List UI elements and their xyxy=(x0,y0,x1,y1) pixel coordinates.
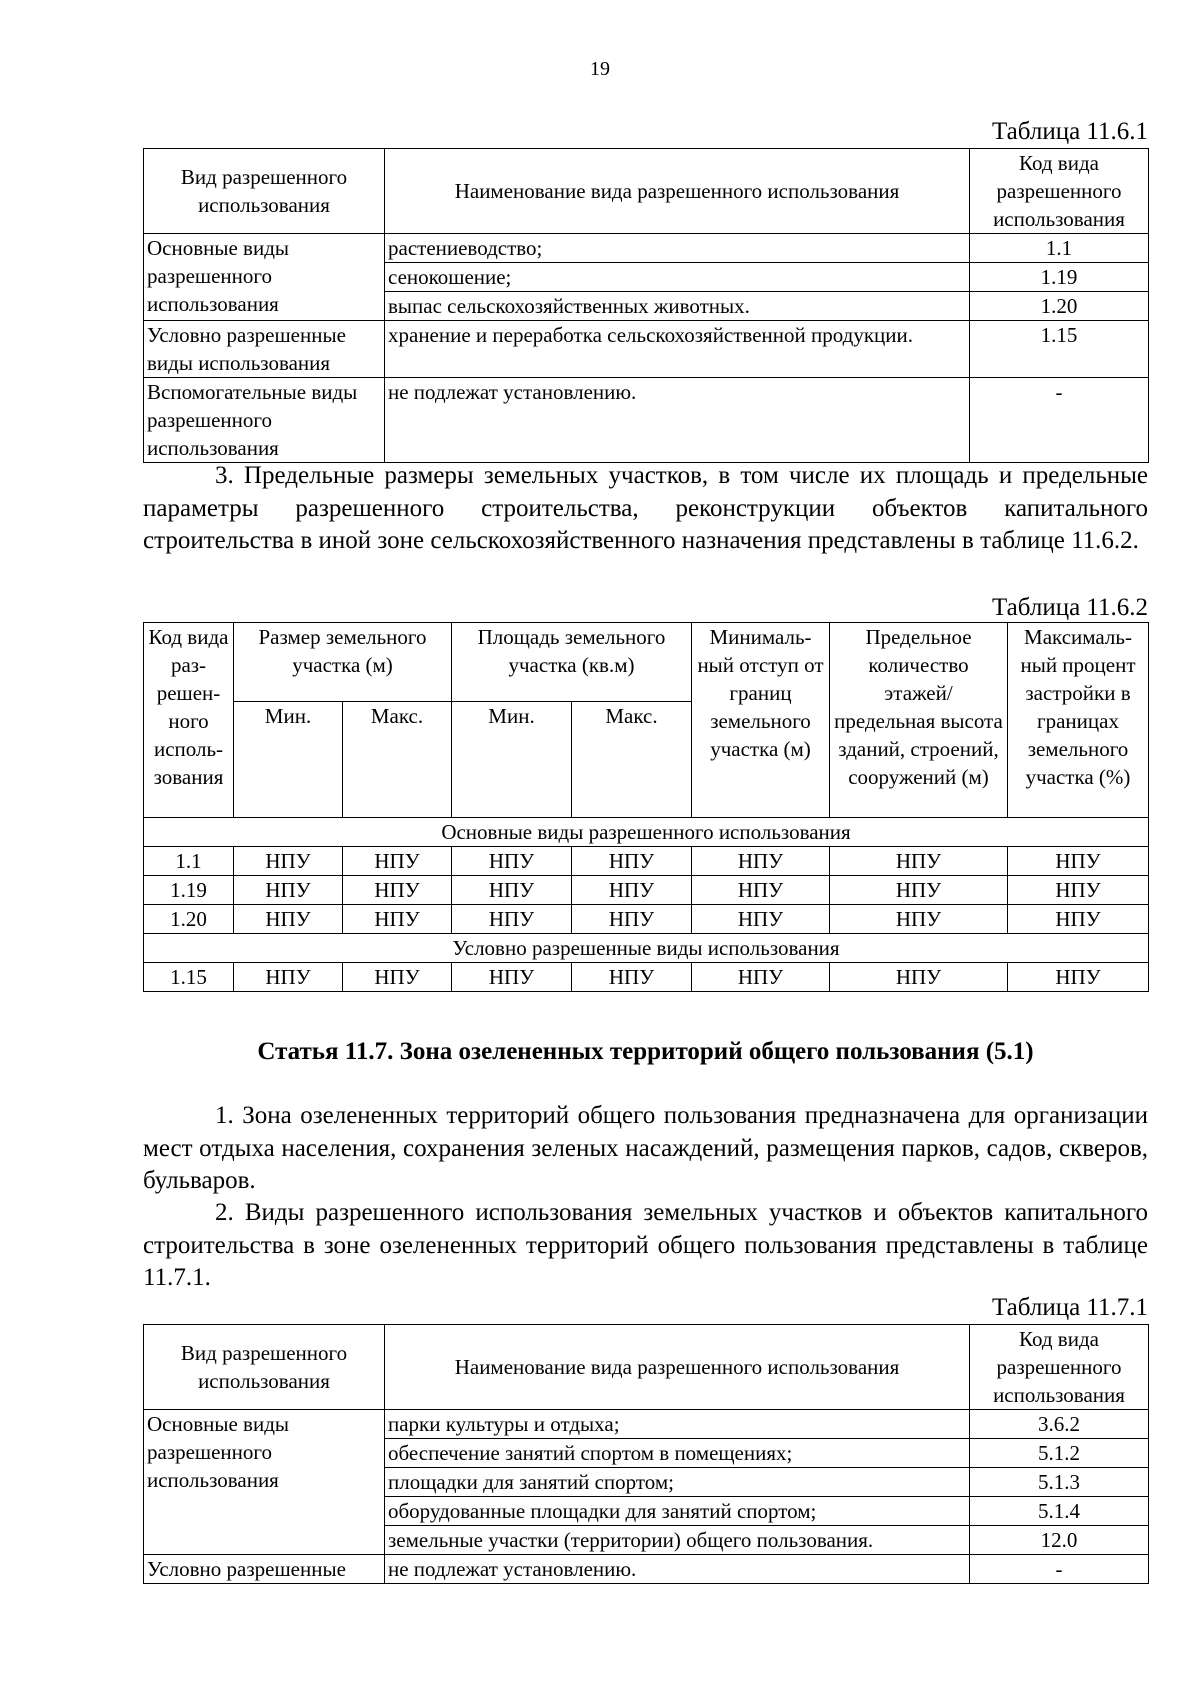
value-cell: НПУ xyxy=(234,963,343,992)
value-cell: НПУ xyxy=(572,905,692,934)
table-header-row xyxy=(144,623,1149,702)
page-number: 19 xyxy=(590,58,610,80)
value-cell: НПУ xyxy=(234,905,343,934)
value-cell: НПУ xyxy=(692,905,830,934)
code-cell: 1.1 xyxy=(144,847,234,876)
value-cell: НПУ xyxy=(572,963,692,992)
code-cell: - xyxy=(970,378,1149,463)
table-row xyxy=(144,876,1149,905)
code-cell: 1.19 xyxy=(144,876,234,905)
header-cell: Макс. xyxy=(343,702,452,818)
value-cell: НПУ xyxy=(572,876,692,905)
section-cell: Условно разрешенные виды использования xyxy=(144,934,1149,963)
table-row xyxy=(144,234,1149,263)
table-header-row xyxy=(144,1325,1149,1410)
name-cell: растениеводство; xyxy=(385,234,970,263)
code-cell: - xyxy=(970,1555,1149,1584)
table-row xyxy=(144,321,1149,378)
value-cell: НПУ xyxy=(343,963,452,992)
table-11-7-1 xyxy=(143,1324,1149,1584)
group-cell: Условно разрешенные виды использования xyxy=(144,321,385,378)
paragraph-1: 1. Зона озелененных территорий общего пользования предназначена для организации мест отдыха населения, сохранения зеленых насаждений, размещения парков, садов, скверов, бульваров. xyxy=(143,1102,1148,1194)
value-cell: НПУ xyxy=(830,963,1008,992)
paragraph-3: 3. Предельные размеры земельных участков, в том числе их площадь и предельные параметры разрешенного строительства, реконструкции объектов капитального строительства в иной зоне сельскохозяйственного назначения представлены в таблице 11.6.2. xyxy=(143,462,1148,554)
code-cell: 12.0 xyxy=(970,1526,1149,1555)
name-cell: не подлежат установлению. xyxy=(385,378,970,463)
code-cell: 1.20 xyxy=(144,905,234,934)
name-cell: сенокошение; xyxy=(385,263,970,292)
name-cell: оборудованные площадки для занятий спортом; xyxy=(385,1497,970,1526)
value-cell: НПУ xyxy=(452,876,572,905)
name-cell: обеспечение занятий спортом в помещениях; xyxy=(385,1439,970,1468)
value-cell: НПУ xyxy=(452,847,572,876)
table-11-6-2-caption: Таблица 11.6.2 xyxy=(992,594,1148,621)
section-row xyxy=(144,934,1149,963)
header-cell: Наименование вида разрешенного использования xyxy=(385,1325,970,1410)
value-cell: НПУ xyxy=(1008,905,1149,934)
code-cell: 1.15 xyxy=(144,963,234,992)
header-cell: Код вида раз-решен-ного исполь-зования xyxy=(144,623,234,818)
value-cell: НПУ xyxy=(343,847,452,876)
code-cell: 5.1.4 xyxy=(970,1497,1149,1526)
name-cell: хранение и переработка сельскохозяйственной продукции. xyxy=(385,321,970,378)
header-cell: Наименование вида разрешенного использования xyxy=(385,149,970,234)
table-row xyxy=(144,847,1149,876)
value-cell: НПУ xyxy=(452,963,572,992)
group-cell: Вспомогательные виды разрешенного использования xyxy=(144,378,385,463)
table-row xyxy=(144,1555,1149,1584)
name-cell: площадки для занятий спортом; xyxy=(385,1468,970,1497)
section-row xyxy=(144,818,1149,847)
group-cell: Основные виды разрешенного использования xyxy=(144,1410,385,1555)
value-cell: НПУ xyxy=(692,876,830,905)
value-cell: НПУ xyxy=(1008,963,1149,992)
table-row xyxy=(144,963,1149,992)
header-cell: Размер земельного участка (м) xyxy=(234,623,452,702)
header-cell: Вид разрешенного использования xyxy=(144,1325,385,1410)
header-cell: Макс. xyxy=(572,702,692,818)
value-cell: НПУ xyxy=(234,847,343,876)
header-cell: Код вида разрешенного использования xyxy=(970,1325,1149,1410)
value-cell: НПУ xyxy=(572,847,692,876)
value-cell: НПУ xyxy=(452,905,572,934)
table-11-7-1-caption: Таблица 11.7.1 xyxy=(992,1294,1148,1321)
header-cell: Максималь-ный процент застройки в границах земельного участка (%) xyxy=(1008,623,1149,818)
table-row xyxy=(144,378,1149,463)
section-cell: Основные виды разрешенного использования xyxy=(144,818,1149,847)
name-cell: выпас сельскохозяйственных животных. xyxy=(385,292,970,321)
value-cell: НПУ xyxy=(830,905,1008,934)
header-cell: Мин. xyxy=(234,702,343,818)
value-cell: НПУ xyxy=(692,963,830,992)
value-cell: НПУ xyxy=(1008,876,1149,905)
code-cell: 5.1.3 xyxy=(970,1468,1149,1497)
header-cell: Предельное количество этажей/ предельная высота зданий, строений, сооружений (м) xyxy=(830,623,1008,818)
value-cell: НПУ xyxy=(343,905,452,934)
code-cell: 1.20 xyxy=(970,292,1149,321)
paragraph-2: 2. Виды разрешенного использования земельных участков и объектов капитального строительства в зоне озелененных территорий общего пользования представлены в таблице 11.7.1. xyxy=(143,1199,1148,1291)
code-cell: 5.1.2 xyxy=(970,1439,1149,1468)
name-cell: парки культуры и отдыха; xyxy=(385,1410,970,1439)
value-cell: НПУ xyxy=(343,876,452,905)
table-row xyxy=(144,905,1149,934)
table-11-6-1-caption: Таблица 11.6.1 xyxy=(992,118,1148,145)
code-cell: 1.15 xyxy=(970,321,1149,378)
value-cell: НПУ xyxy=(830,876,1008,905)
name-cell: земельные участки (территории) общего пользования. xyxy=(385,1526,970,1555)
value-cell: НПУ xyxy=(830,847,1008,876)
code-cell: 1.19 xyxy=(970,263,1149,292)
header-cell: Площадь земельного участка (кв.м) xyxy=(452,623,692,702)
header-cell: Минималь-ный отступ от границ земельного участка (м) xyxy=(692,623,830,818)
code-cell: 1.1 xyxy=(970,234,1149,263)
header-cell: Вид разрешенного использования xyxy=(144,149,385,234)
group-cell: Условно разрешенные xyxy=(144,1555,385,1584)
header-cell: Код вида разрешенного использования xyxy=(970,149,1149,234)
table-header-row xyxy=(144,149,1149,234)
table-11-6-1 xyxy=(143,148,1149,463)
header-cell: Мин. xyxy=(452,702,572,818)
article-heading: Статья 11.7. Зона озелененных территорий общего пользования (5.1) xyxy=(257,1038,1034,1065)
table-row xyxy=(144,1410,1149,1439)
code-cell: 3.6.2 xyxy=(970,1410,1149,1439)
group-cell: Основные виды разрешенного использования xyxy=(144,234,385,321)
value-cell: НПУ xyxy=(1008,847,1149,876)
value-cell: НПУ xyxy=(692,847,830,876)
table-11-6-2 xyxy=(143,622,1149,992)
name-cell: не подлежат установлению. xyxy=(385,1555,970,1584)
value-cell: НПУ xyxy=(234,876,343,905)
